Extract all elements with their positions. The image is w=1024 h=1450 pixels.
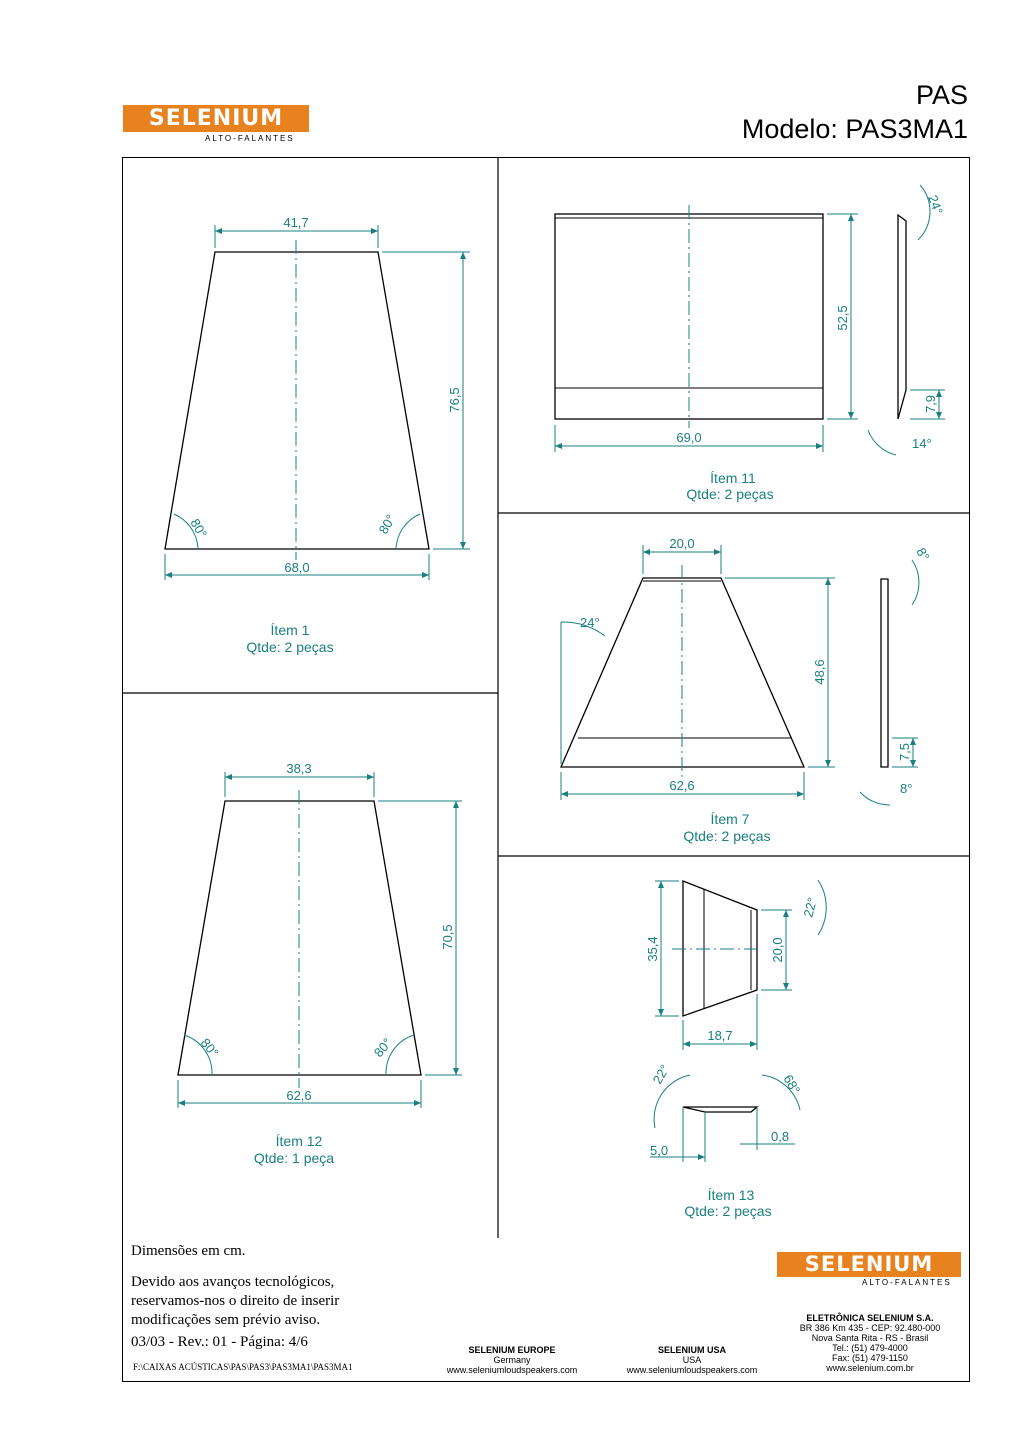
item12-caption: Ítem 12 xyxy=(275,1133,323,1149)
company-fax: Fax: (51) 479-1150 xyxy=(832,1353,908,1363)
europe-block xyxy=(432,1345,592,1375)
item1-drawing xyxy=(165,225,470,580)
item11-side-dim: 7,9 xyxy=(923,394,938,414)
item7-qty: Qtde: 2 peças xyxy=(683,828,771,844)
usa-title: SELENIUM USA xyxy=(657,1345,726,1355)
item13-angle-right: 68° xyxy=(780,1072,804,1097)
item1-shape xyxy=(165,252,429,549)
item11-drawing xyxy=(555,185,945,455)
item12-qty: Qtde: 1 peça xyxy=(253,1150,335,1166)
company-name: ELETRÔNICA SELENIUM S.A. xyxy=(806,1313,934,1323)
item11-side xyxy=(898,215,906,419)
item1-bottom-dim: 68,0 xyxy=(284,560,310,575)
item7-caption: Ítem 7 xyxy=(710,811,750,827)
item13-height-dim: 35,4 xyxy=(645,936,660,962)
units-note: Dimensões em cm. xyxy=(131,1243,246,1259)
europe-title: SELENIUM EUROPE xyxy=(468,1345,556,1355)
item7-angle-left: 24° xyxy=(580,615,600,630)
item12-angle-left: 80° xyxy=(197,1035,222,1060)
disclaimer-line-2: reservamos-nos o direito de inserir xyxy=(131,1293,340,1309)
item12-bottom-dim: 62,6 xyxy=(286,1088,312,1103)
item12-drawing xyxy=(178,772,462,1108)
item7-height-dim: 48,6 xyxy=(812,659,827,685)
item11-angle-bottom: 14° xyxy=(912,436,932,451)
item13-caption: Ítem 13 xyxy=(707,1187,755,1203)
revision-info: 03/03 - Rev.: 01 - Página: 4/6 xyxy=(131,1334,308,1350)
page-title: PAS xyxy=(915,80,968,110)
item7-top-dim: 20,0 xyxy=(669,536,695,551)
item12-top-dim: 38,3 xyxy=(286,761,312,776)
item13-depth-dim: 18,7 xyxy=(707,1028,733,1043)
item13-qty: Qtde: 2 peças xyxy=(684,1203,772,1219)
logo-subtitle: ALTO-FALANTES xyxy=(205,134,295,143)
item13-thickness-dim: 0,8 xyxy=(771,1129,790,1144)
item7-bottom-dim: 62,6 xyxy=(669,778,695,793)
item1-angle-right: 80° xyxy=(375,511,399,537)
disclaimer-line-3: modificações sem prévio aviso. xyxy=(131,1312,321,1328)
europe-country: Germany xyxy=(493,1355,531,1365)
item12-height-dim: 70,5 xyxy=(440,924,455,950)
item13-angle-side: 22° xyxy=(800,895,820,919)
item7-angle-bottom: 8° xyxy=(900,781,913,796)
item7-drawing xyxy=(561,545,919,805)
item13-inner-dim: 20,0 xyxy=(770,937,785,963)
item11-height-dim: 52,5 xyxy=(835,305,850,331)
company-web[interactable]: www.selenium.com.br xyxy=(826,1363,914,1373)
item11-width-dim: 69,0 xyxy=(676,430,702,445)
item11-caption: Ítem 11 xyxy=(710,470,756,486)
item13-drawing xyxy=(650,880,826,1162)
selenium-logo: SELENIUM xyxy=(123,105,309,132)
usa-web[interactable]: www.seleniumloudspeakers.com xyxy=(626,1365,758,1375)
item12-angle-right: 80° xyxy=(370,1035,395,1060)
item1-height-dim: 76,5 xyxy=(447,387,462,413)
file-path: F:\CAIXAS ACÚSTICAS\PAS\PAS3\PAS3MA1\PAS3MA1 xyxy=(133,1362,353,1372)
item13-side xyxy=(683,1107,757,1112)
item1-angle-left: 80° xyxy=(187,516,211,541)
usa-block xyxy=(612,1345,772,1375)
item11-qty: Qtde: 2 peças xyxy=(686,486,774,502)
company-address-2: Nova Santa Rita - RS - Brasil xyxy=(811,1333,929,1343)
footer-logo-subtitle: ALTO-FALANTES xyxy=(862,1278,952,1287)
company-tel: Tel.: (51) 479-4000 xyxy=(832,1343,908,1353)
europe-web[interactable]: www.seleniumloudspeakers.com xyxy=(446,1365,578,1375)
usa-country: USA xyxy=(682,1355,702,1365)
item13-angle-left: 22° xyxy=(649,1061,673,1087)
company-block xyxy=(782,1313,958,1373)
company-address-1: BR 386 Km 435 - CEP: 92.480-000 xyxy=(799,1323,941,1333)
item1-qty: Qtde: 2 peças xyxy=(246,639,334,655)
item7-side xyxy=(881,579,888,767)
item7-angle-top: 8° xyxy=(913,545,933,564)
item1-caption: Ítem 1 xyxy=(270,622,310,638)
item13-base-dim: 5,0 xyxy=(650,1143,669,1158)
model-title: Modelo: PAS3MA1 xyxy=(741,114,968,144)
item1-top-dim: 41,7 xyxy=(283,215,309,230)
item7-side-dim: 7,5 xyxy=(897,742,912,762)
disclaimer-line-1: Devido aos avanços tecnológicos, xyxy=(131,1274,335,1290)
footer-selenium-logo: SELENIUM xyxy=(777,1252,961,1277)
item11-angle-top: 24° xyxy=(925,192,947,217)
